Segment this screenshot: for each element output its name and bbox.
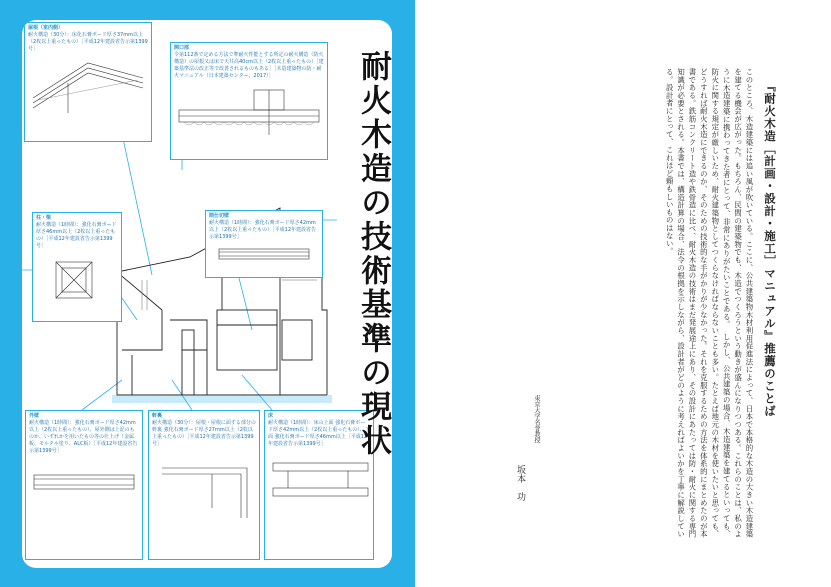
callout-exterior-body: 耐火構造（1時間）：強化石膏ボード厚さ42mm以上（2枚以上重ったもの）、屋外側は上記のものか、いずれかを用いたもの等の仕上げ（金属板、モルタル塗り、ALC板）［平成12年建設省告示第1399号］	[29, 420, 138, 454]
page-title: 耐火木造の技術基準の現状	[355, 50, 391, 458]
callout-column-head: 柱・梁	[36, 215, 52, 221]
callout-column-body: 耐火構造（1時間）：強化石膏ボード厚さ46mm以上（2枚以上重ったもの）［平成12年建設省告示第1399号］	[36, 222, 117, 249]
recommendation-body: このところ、木造建築には追い風が吹いている。ここに、公共建築物木材利用促進法によって、日本で本格的な木造の大きい木造建築を建てる機会が広がった。もちろん、民間の建築物でも、木造でつくろうという動きが盛んになりつつある。これらのことは、私のように木造建築に携わってきた者にとって、非常にありがたいことである。 しかし、公共建築の場合、木造建築を建てるといっても、防火に関する規定が厳しいため、耐火建築物としてつくらなければならないことも多い。たとえば地元の木材を使いたいと思っても、どうすれば耐火木造にできるのか、そのための技術的な手がかりが少なかった。それを克服するための方法を体系的にまとめたのが本書である。鉄筋コンクリート造や鉄骨造に比べ、耐火木造の技術はまだ発展途上にあり、その設計にあたっては防・耐火に関する専門知識が必要とされる。本書では、構造計算の場合、法令の根拠を示しながら、設計者がどのように考えればよいかを丁寧に解説している。設計者にとって、これほど頼もしいものはない。	[665, 68, 754, 538]
callout-floor-body: 耐火構造（1時間）：床の上面 強化石膏ボード厚さ42mm以上（2枚以上重ったもの）、下面 強化石膏ボード厚さ46mm以上［平成12年建設省告示第1399号］	[268, 420, 370, 447]
callout-roof-body: 耐火構造（30分）：床化石膏ボード厚さ37mm以上（2枚以上重ったもの）［平成12年建設省告示第1399号］	[28, 32, 148, 52]
callout-roof	[24, 22, 152, 142]
eaves-detail-figure	[152, 448, 258, 528]
callout-exterior-wall	[25, 410, 143, 560]
callout-partition-body: 耐火構造（1時間）：強化石膏ボード厚さ42mm以上（2枚以上重ったもの）［平成12年建設省告示第1399号］	[209, 220, 317, 240]
callout-eaves	[148, 410, 260, 560]
callout-exterior-head: 外壁	[29, 413, 40, 419]
opening-detail-figure	[174, 80, 324, 148]
left-page	[0, 0, 415, 587]
callout-opening-body: 令第112条で定める方法で準耐火性能とする所定の耐火構造（防火構造）の屋根又は床で天井高40cm以上（2枚以上重ったもの）［建築基準法の改正等で改善されるものもある］［木造建築物の防・耐火マニュアル（日本建築センター、2017）］	[174, 52, 324, 79]
column-detail-figure	[36, 250, 116, 310]
callout-opening-head: 開口部	[174, 45, 190, 51]
author-name: 坂本 功	[515, 465, 525, 501]
exterior-wall-figure	[29, 455, 141, 515]
callout-floor-head: 床	[268, 413, 274, 419]
callout-eaves-body: 耐火構造（30分）：屋根・屋根に面する部分の軒裏 強化石膏ボード厚さ27mm以上（2枚以上重ったもの）［平成12年建設省告示第1399号］	[152, 420, 256, 447]
diagram-panel	[22, 20, 392, 568]
callout-column-beam	[32, 212, 122, 322]
callout-eaves-head: 軒裏	[152, 413, 163, 419]
callout-partition	[205, 210, 323, 278]
callout-partition-head: 間仕切壁	[209, 213, 230, 219]
roof-detail-figure	[28, 53, 148, 123]
callout-opening	[170, 42, 328, 160]
callout-roof-head: 屋根（室内側）	[28, 25, 64, 31]
author-affiliation: 東京大学名誉教授	[533, 395, 540, 443]
partition-detail-figure	[209, 241, 321, 267]
recommendation-title: 『耐火木造［計画・設計・施工］マニュアル』推薦のことば	[763, 80, 777, 418]
floor-detail-figure	[268, 448, 372, 528]
